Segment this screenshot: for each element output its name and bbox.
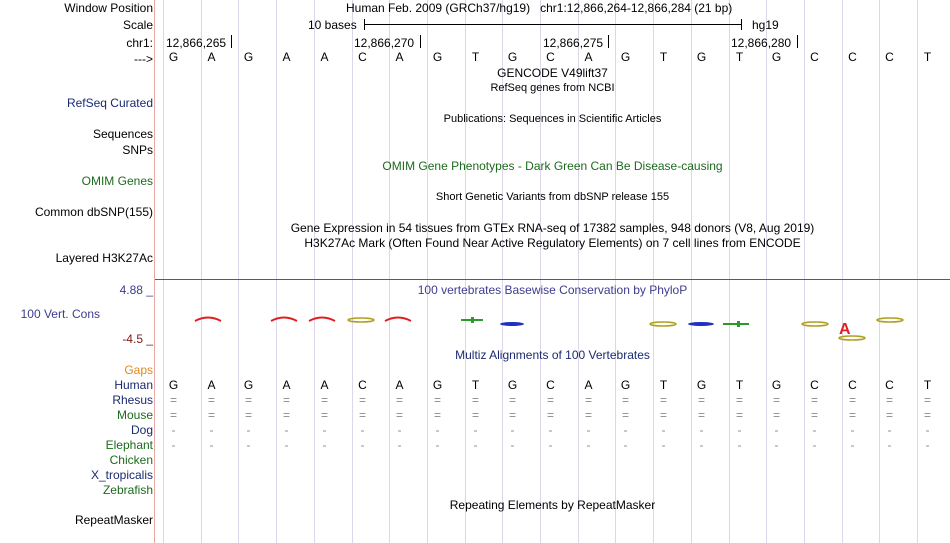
species-label-zebrafish[interactable]: Zebrafish (102, 483, 153, 497)
elephant-base: - (209, 438, 214, 452)
dog-base: - (171, 423, 176, 437)
human-base: A (584, 378, 593, 392)
elephant-base: - (737, 438, 742, 452)
dog-base: - (661, 423, 666, 437)
sequence-base: A (584, 50, 593, 64)
sequence-base: G (432, 50, 443, 64)
human-base: G (771, 378, 782, 392)
sequence-base: C (546, 50, 555, 64)
sequence-base: G (168, 50, 179, 64)
sequence-base: C (848, 50, 857, 64)
elephant-base: - (473, 438, 478, 452)
sequence-base: G (620, 50, 631, 64)
elephant-base: - (925, 438, 930, 452)
dog-base: - (925, 423, 930, 437)
elephant-base: - (850, 438, 855, 452)
sequence-base: A (395, 50, 404, 64)
elephant-base: - (322, 438, 327, 452)
mouse-base: = (358, 408, 366, 422)
human-base: T (659, 378, 668, 392)
scale-db: hg19 (752, 18, 779, 32)
dog-base: - (322, 423, 327, 437)
human-base: G (507, 378, 518, 392)
sequence-base: A (282, 50, 291, 64)
species-label-rhesus[interactable]: Rhesus (112, 393, 153, 407)
species-label-chicken[interactable]: Chicken (109, 453, 153, 467)
dog-base: - (586, 423, 591, 437)
coord-tick (797, 35, 798, 48)
rhesus-base: = (207, 393, 215, 407)
cons-glyph (802, 322, 828, 326)
elephant-base: - (284, 438, 289, 452)
rhesus-base: = (471, 393, 479, 407)
window-position (346, 1, 732, 15)
elephant-base: - (586, 438, 591, 452)
sequence-base: G (243, 50, 254, 64)
dbsnp-track-title: Short Genetic Variants from dbSNP release 155 (435, 191, 670, 203)
human-base: G (243, 378, 254, 392)
mouse-base: = (471, 408, 479, 422)
mouse-base: = (508, 408, 516, 422)
species-label-dog[interactable]: Dog (130, 423, 153, 437)
gencode-track-title[interactable]: GENCODE V49lift37 (497, 66, 608, 80)
track-label-layered-h3k27ac[interactable]: Layered H3K27Ac (55, 251, 153, 265)
dog-base: - (473, 423, 478, 437)
human-base: C (358, 378, 367, 392)
coord-tick (420, 35, 421, 48)
sequence-base: T (471, 50, 480, 64)
cons-glyph (195, 318, 221, 322)
human-base: T (923, 378, 932, 392)
dog-base: - (887, 423, 892, 437)
scale-text: 10 bases (308, 18, 357, 32)
cons-glyph (271, 318, 297, 322)
coord-tick (231, 35, 232, 48)
cons-glyph (839, 336, 865, 340)
rhesus-base: = (508, 393, 516, 407)
rhesus-base: = (848, 393, 856, 407)
cons-glyph (309, 318, 335, 322)
human-base: A (395, 378, 404, 392)
dog-base: - (812, 423, 817, 437)
elephant-base: - (887, 438, 892, 452)
assembly-name: Human Feb. 2009 (GRCh37/hg19) (346, 1, 531, 15)
dog-base: - (510, 423, 515, 437)
species-label-elephant[interactable]: Elephant (105, 438, 153, 452)
human-base: A (207, 378, 216, 392)
dog-base: - (246, 423, 251, 437)
cons-glyph: A (839, 321, 851, 338)
mouse-base: = (433, 408, 441, 422)
rhesus-base: = (885, 393, 893, 407)
mouse-base: = (735, 408, 743, 422)
sequence-base: G (771, 50, 782, 64)
publications-track-title: Publications: Sequences in Scientific Articles (443, 113, 662, 125)
rhesus-base: = (169, 393, 177, 407)
h3k27ac-track-title: H3K27Ac Mark (Often Found Near Active Regulatory Elements) on 7 cell lines from ENCODE (304, 236, 801, 250)
elephant-base: - (246, 438, 251, 452)
rhesus-base: = (320, 393, 328, 407)
label-window-position: Window Position (64, 1, 153, 15)
human-base: A (282, 378, 291, 392)
sequence-base: A (320, 50, 329, 64)
cons-glyph (500, 322, 524, 326)
track-label-refseq[interactable]: RefSeq Curated (66, 96, 153, 110)
cons-glyph (650, 322, 676, 326)
human-base: G (168, 378, 179, 392)
dog-base: - (435, 423, 440, 437)
sequence-base: G (696, 50, 707, 64)
sequence-base: A (207, 50, 216, 64)
rhesus-base: = (282, 393, 290, 407)
species-label-x-tropicalis[interactable]: X_tropicalis (90, 468, 153, 482)
elephant-base: - (397, 438, 402, 452)
track-label-sequences[interactable]: Sequences (92, 127, 153, 141)
rhesus-base: = (659, 393, 667, 407)
genome-position: chr1:12,866,264-12,866,284 (21 bp) (540, 1, 733, 15)
sequence-base: C (358, 50, 367, 64)
dog-base: - (548, 423, 553, 437)
elephant-base: - (623, 438, 628, 452)
scale-bar (364, 24, 741, 25)
human-base: C (810, 378, 819, 392)
mouse-base: = (885, 408, 893, 422)
human-base: G (620, 378, 631, 392)
sequence-base: T (923, 50, 932, 64)
cons-glyph (877, 318, 903, 322)
rhesus-base: = (772, 393, 780, 407)
track-divider (155, 279, 950, 280)
coord-label: 12,866,275 (543, 36, 604, 50)
rhesus-base: = (395, 393, 403, 407)
rhesus-base: = (584, 393, 592, 407)
rhesus-base: = (810, 393, 818, 407)
human-base: A (320, 378, 329, 392)
scale-bar-right-end (741, 19, 742, 30)
mouse-base: = (848, 408, 856, 422)
elephant-base: - (360, 438, 365, 452)
track-label-gaps[interactable]: Gaps (124, 363, 153, 377)
human-base: C (848, 378, 857, 392)
rhesus-base: = (546, 393, 554, 407)
track-label-snps[interactable]: SNPs (122, 143, 153, 157)
rhesus-base: = (358, 393, 366, 407)
mouse-base: = (584, 408, 592, 422)
elephant-base: - (510, 438, 515, 452)
sequence-base: C (885, 50, 894, 64)
human-base: G (696, 378, 707, 392)
rhesus-base: = (923, 393, 931, 407)
rhesus-base: = (735, 393, 743, 407)
elephant-base: - (774, 438, 779, 452)
human-base: C (546, 378, 555, 392)
dog-base: - (397, 423, 402, 437)
gtex-track-title: Gene Expression in 54 tissues from GTEx RNA-seq of 17382 samples, 948 donors (V8, Aug 2019) (290, 221, 815, 235)
mouse-base: = (320, 408, 328, 422)
dog-base: - (623, 423, 628, 437)
cons-glyph (737, 321, 740, 327)
elephant-base: - (699, 438, 704, 452)
mouse-base: = (697, 408, 705, 422)
coord-label: 12,866,280 (731, 36, 792, 50)
mouse-base: = (923, 408, 931, 422)
track-label-omim[interactable]: OMIM Genes (81, 174, 153, 188)
human-base: T (471, 378, 480, 392)
dog-base: - (774, 423, 779, 437)
mouse-base: = (810, 408, 818, 422)
mouse-base: = (282, 408, 290, 422)
cons-glyph (688, 322, 714, 326)
repeatmasker-track-title: Repeating Elements by RepeatMasker (449, 498, 656, 512)
species-label-human[interactable]: Human (114, 378, 153, 392)
human-base: G (432, 378, 443, 392)
dog-base: - (209, 423, 214, 437)
conservation-logo (155, 300, 950, 345)
track-label-100-vert-cons[interactable]: 100 Vert. Cons (20, 307, 100, 321)
track-label-common-dbsnp[interactable]: Common dbSNP(155) (34, 205, 153, 219)
rhesus-base: = (697, 393, 705, 407)
cons-glyph (385, 318, 411, 322)
mouse-base: = (169, 408, 177, 422)
elephant-base: - (548, 438, 553, 452)
mouse-base: = (772, 408, 780, 422)
sequence-base: C (810, 50, 819, 64)
track-label-repeatmasker[interactable]: RepeatMasker (74, 513, 153, 527)
mouse-base: = (207, 408, 215, 422)
sequence-base: T (735, 50, 744, 64)
species-label-mouse[interactable]: Mouse (116, 408, 153, 422)
cons-min-label: -4.5 _ (122, 332, 153, 346)
mouse-base: = (546, 408, 554, 422)
label-chr: chr1: (126, 36, 153, 50)
scale-bar-left-end (364, 19, 365, 30)
coord-tick (608, 35, 609, 48)
cons-max-label: 4.88 _ (119, 283, 153, 297)
dog-base: - (360, 423, 365, 437)
refseq-track-desc: RefSeq genes from NCBI (490, 82, 615, 94)
mouse-base: = (244, 408, 252, 422)
cons-glyph (348, 318, 374, 322)
cons-glyph (471, 317, 474, 323)
omim-track-title: OMIM Gene Phenotypes - Dark Green Can Be Disease-causing (382, 159, 723, 173)
mouse-base: = (659, 408, 667, 422)
rhesus-base: = (433, 393, 441, 407)
elephant-base: - (435, 438, 440, 452)
human-base: T (735, 378, 744, 392)
elephant-base: - (812, 438, 817, 452)
dog-base: - (737, 423, 742, 437)
elephant-base: - (661, 438, 666, 452)
rhesus-base: = (244, 393, 252, 407)
human-base: C (885, 378, 894, 392)
coord-label: 12,866,265 (166, 36, 227, 50)
mouse-base: = (395, 408, 403, 422)
phylop-track-title: 100 vertebrates Basewise Conservation by PhyloP (417, 283, 688, 297)
sequence-base: G (507, 50, 518, 64)
label-scale: Scale (122, 18, 153, 32)
label-strand-arrow: ---> (134, 52, 153, 66)
multiz-track-title: Multiz Alignments of 100 Vertebrates (455, 348, 650, 362)
cons-glyph (723, 323, 749, 325)
dog-base: - (284, 423, 289, 437)
sequence-base: T (659, 50, 668, 64)
coord-label: 12,866,270 (354, 36, 415, 50)
dog-base: - (699, 423, 704, 437)
rhesus-base: = (621, 393, 629, 407)
mouse-base: = (621, 408, 629, 422)
elephant-base: - (171, 438, 176, 452)
dog-base: - (850, 423, 855, 437)
